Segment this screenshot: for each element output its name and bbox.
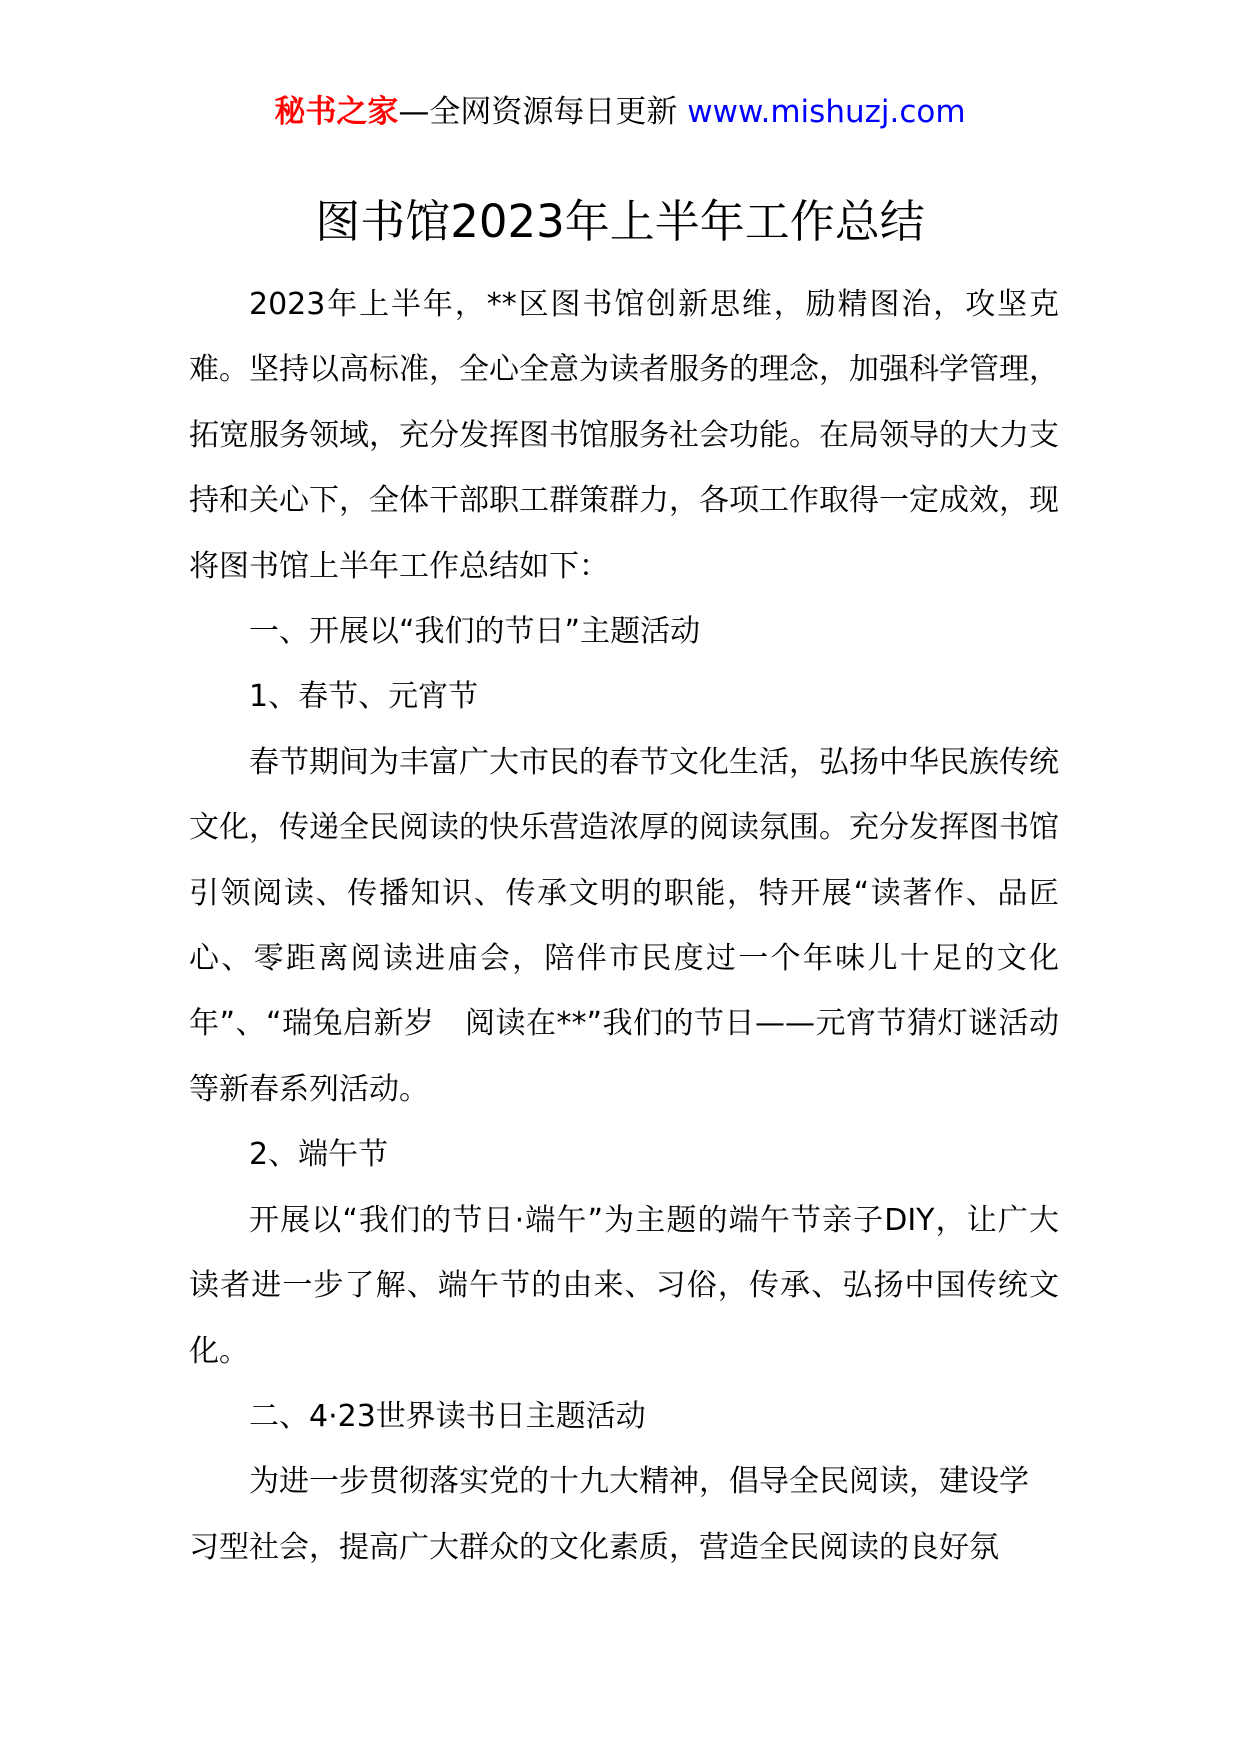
subheading-spring-festival: 1、春节、元宵节 xyxy=(249,679,479,715)
document-body xyxy=(189,272,1059,1580)
paragraph-spring-festival: 春节期间为丰富广大市民的春节文化生活，弘扬中华民族传统文化，传递全民阅读的快乐营造浓厚的阅读氛围。充分发挥图书馆引领阅读、传播知识、传承文明的职能，特开展“读著作、品匠心、零距离阅读进庙会，陪伴市民度过一个年味儿十足的文化年”、“瑞兔启新岁 阅读在**”我们的节日——元宵节猜灯谜活动等新春系列活动。 xyxy=(189,744,1059,1107)
subheading-dragon-boat: 2、端午节 xyxy=(249,1137,389,1173)
header-tagline: —全网资源每日更新 xyxy=(398,94,688,130)
paragraph-reading-day-line2: 习型社会，提高广大群众的文化素质，营造全民阅读的良好氛 xyxy=(189,1529,999,1565)
paragraph-dragon-boat: 开展以“我们的节日·端午”为主题的端午节亲子DIY，让广大读者进一步了解、端午节的由来、习俗，传承、弘扬中国传统文化。 xyxy=(189,1202,1059,1369)
site-url[interactable]: www.mishuzj.com xyxy=(687,94,966,130)
document-title: 图书馆2023年上半年工作总结 xyxy=(315,195,925,248)
intro-paragraph: 2023年上半年，**区图书馆创新思维，励精图治，攻坚克难。坚持以高标准，全心全意为读者服务的理念，加强科学管理，拓宽服务领域，充分发挥图书馆服务社会功能。在局领导的大力支持和关心下，全体干部职工群策群力，各项工作取得一定成效，现将图书馆上半年工作总结如下： xyxy=(189,287,1059,584)
site-header xyxy=(0,92,1240,132)
paragraph-reading-day-line1: 为进一步贯彻落实党的十九大精神，倡导全民阅读，建设学 xyxy=(249,1464,1029,1500)
section-heading-reading-day: 二、4·23世界读书日主题活动 xyxy=(249,1398,646,1434)
brand-name: 秘书之家 xyxy=(274,94,399,130)
section-heading-festivals: 一、开展以“我们的节日”主题活动 xyxy=(249,614,701,650)
